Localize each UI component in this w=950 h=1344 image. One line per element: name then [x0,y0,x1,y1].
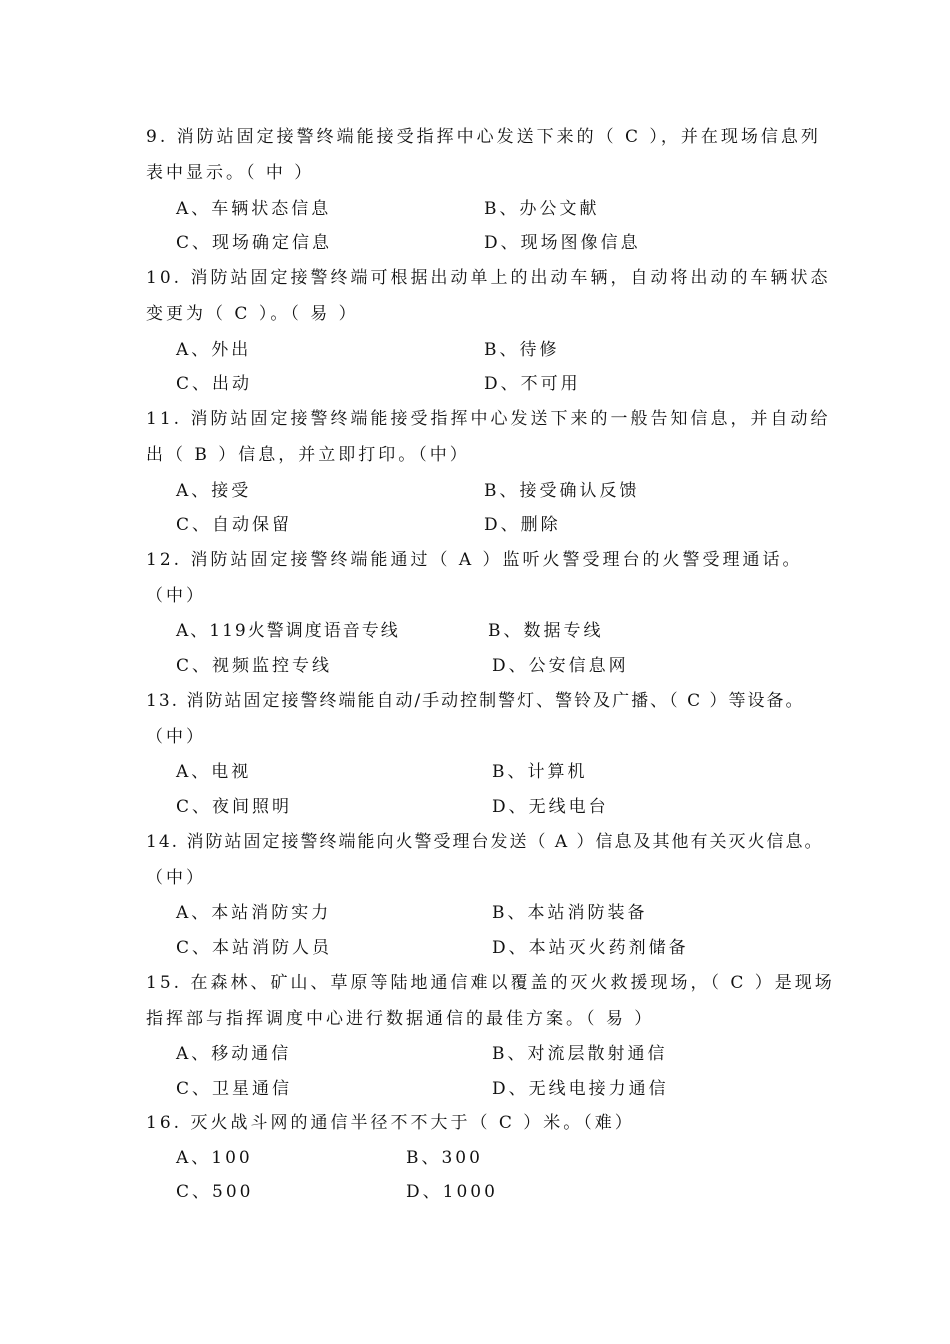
question-12-option-b: B、数据专线 [488,621,604,641]
question-12-option-d: D、公安信息网 [492,656,629,676]
question-13-option-a: A、电视 [176,762,252,782]
question-11-option-c: C、自动保留 [176,515,293,535]
question-13-stem-line-2: （中） [146,727,206,747]
question-14-option-d: D、本站灭火药剂储备 [492,938,689,958]
question-13-stem-line-1: 13. 消防站固定接警终端能自动/手动控制警灯、警铃及广播、（ C ）等设备。 [146,691,805,711]
question-16-option-a: A、100 [176,1148,253,1168]
question-9-option-c: C、现场确定信息 [176,233,333,253]
question-9-option-b: B、办公文献 [484,199,600,219]
question-14-option-b: B、本站消防装备 [492,903,648,923]
question-12-stem-line-1: 12. 消防站固定接警终端能通过（ A ）监听火警受理台的火警受理通话。 [146,550,803,570]
question-16-option-d: D、1000 [406,1182,498,1202]
question-14-stem-line-1: 14. 消防站固定接警终端能向火警受理台发送（ A ）信息及其他有关灭火信息。 [146,832,824,852]
question-13-option-b: B、计算机 [492,762,588,782]
question-11-option-b: B、接受确认反馈 [484,481,640,501]
question-14-option-a: A、本站消防实力 [176,903,332,923]
question-12-stem-line-2: （中） [146,586,206,606]
question-12-option-a: A、119火警调度语音专线 [176,621,400,641]
question-10-option-b: B、待修 [484,340,560,360]
question-10-option-c: C、出动 [176,374,253,394]
question-11-stem-line-2: 出（ B ）信息，并立即打印。（中） [146,445,470,465]
question-13-option-d: D、无线电台 [492,797,609,817]
question-11-option-d: D、删除 [484,515,561,535]
question-15-option-d: D、无线电接力通信 [492,1079,669,1099]
question-15-stem-line-1: 15. 在森林、矿山、草原等陆地通信难以覆盖的灭火救援现场，（ C ）是现场 [146,973,835,993]
question-9-option-a: A、车辆状态信息 [176,199,332,219]
question-10-stem-line-1: 10. 消防站固定接警终端可根据出动单上的出动车辆，自动将出动的车辆状态 [146,268,831,288]
question-10-stem-line-2: 变更为（ C ）。（ 易 ） [146,304,359,324]
question-13-option-c: C、夜间照明 [176,797,293,817]
question-10-option-d: D、不可用 [484,374,581,394]
question-9-option-d: D、现场图像信息 [484,233,641,253]
question-14-stem-line-2: （中） [146,868,206,888]
question-15-stem-line-2: 指挥部与指挥调度中心进行数据通信的最佳方案。（ 易 ） [146,1009,655,1029]
question-16-option-b: B、300 [406,1148,483,1168]
question-16-stem-line-1: 16. 灭火战斗网的通信半径不不大于（ C ）米。（难） [146,1113,635,1133]
question-16-option-c: C、500 [176,1182,254,1202]
question-10-option-a: A、外出 [176,340,252,360]
question-12-option-c: C、视频监控专线 [176,656,333,676]
question-9-stem-line-2: 表中显示。（ 中 ） [146,163,315,183]
question-9-stem-line-1: 9. 消防站固定接警终端能接受指挥中心发送下来的（ C ），并在现场信息列 [146,127,821,147]
question-14-option-c: C、本站消防人员 [176,938,333,958]
question-11-option-a: A、接受 [176,481,252,501]
question-15-option-c: C、卫星通信 [176,1079,293,1099]
question-15-option-a: A、移动通信 [176,1044,292,1064]
question-15-option-b: B、对流层散射通信 [492,1044,668,1064]
question-11-stem-line-1: 11. 消防站固定接警终端能接受指挥中心发送下来的一般告知信息，并自动给 [146,409,831,429]
